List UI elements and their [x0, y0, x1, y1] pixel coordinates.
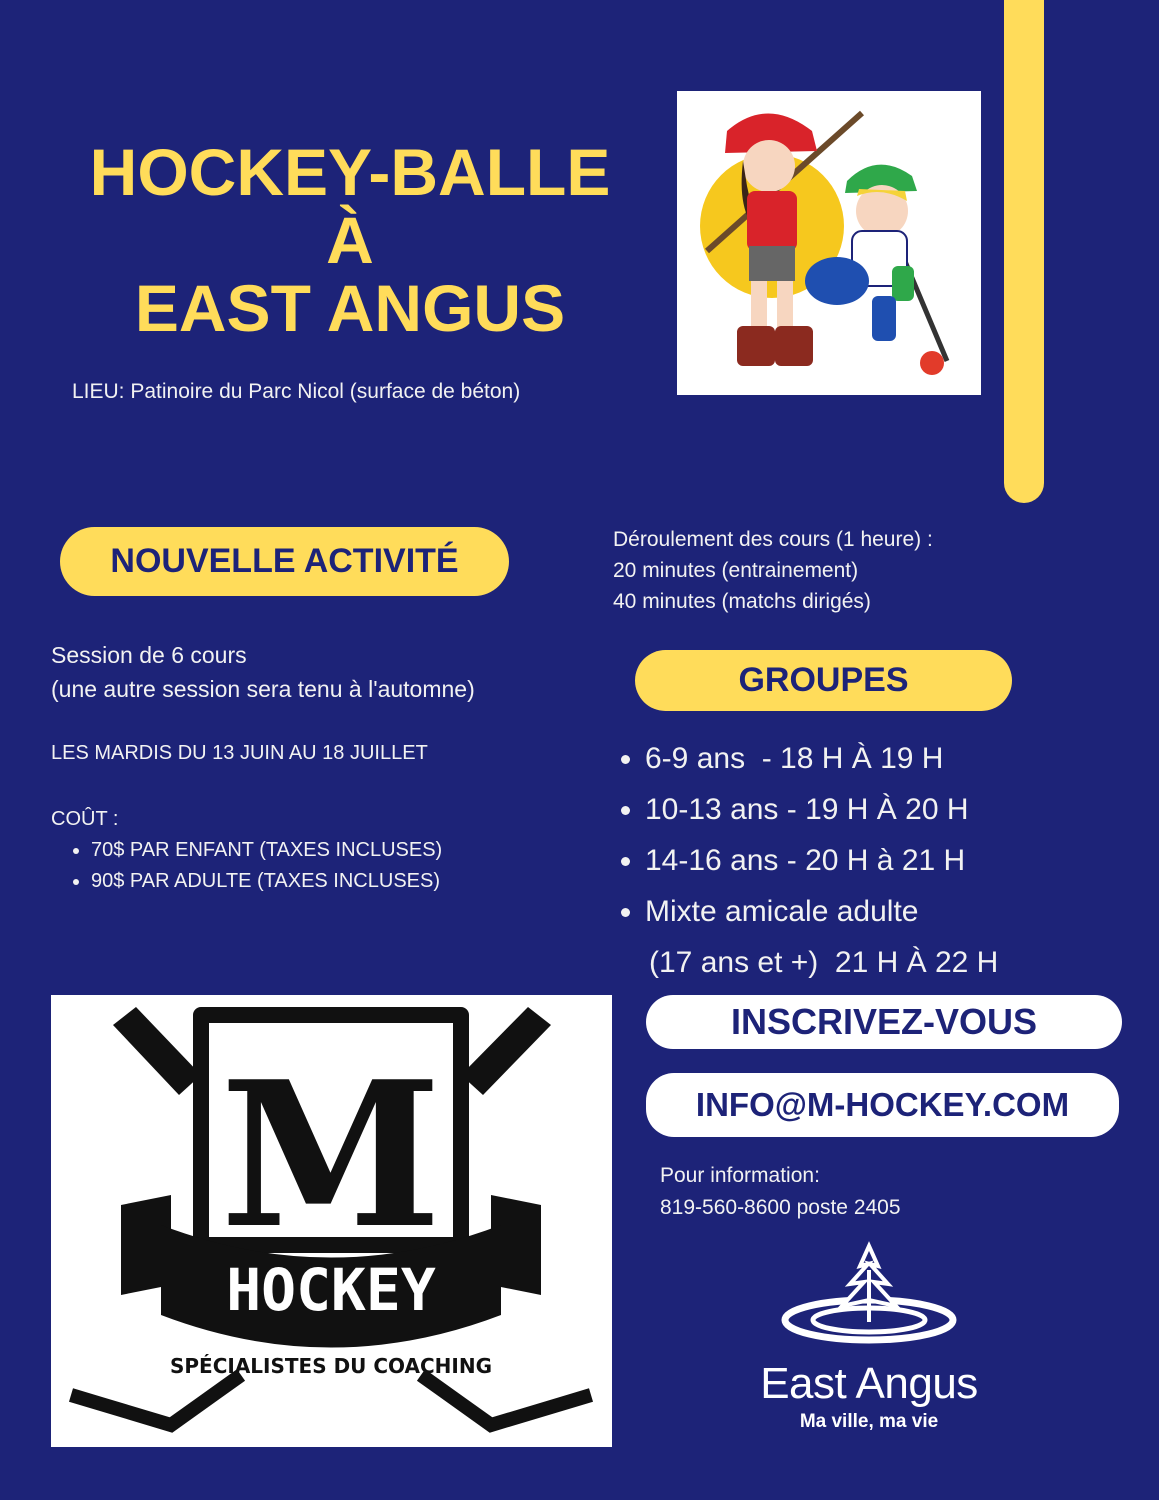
register-button[interactable]: INSCRIVEZ-VOUS: [646, 995, 1122, 1049]
m-hockey-logo: [51, 995, 612, 1447]
deroulement-line-3: 40 minutes (matchs dirigés): [613, 590, 871, 613]
groups-heading: GROUPES: [635, 650, 1012, 711]
cost-list: [51, 835, 442, 897]
new-activity-badge: NOUVELLE ACTIVITÉ: [60, 527, 509, 596]
info-line-1: Pour information:: [660, 1164, 820, 1187]
title-line-2: À: [326, 203, 374, 277]
cost-label: COÛT :: [51, 808, 119, 830]
cost-item-adult: • 90$ PAR ADULTE (TAXES INCLUSES): [91, 866, 442, 897]
session-line-1: Session de 6 cours: [51, 642, 247, 668]
session-text: [51, 638, 475, 706]
east-angus-logo: [738, 1240, 1000, 1455]
title-line-3: EAST ANGUS: [134, 271, 566, 345]
info-line-2: 819-560-8600 poste 2405: [660, 1196, 901, 1219]
title-line-1: HOCKEY-BALLE: [89, 135, 611, 209]
town-slogan: Ma ville, ma vie: [799, 1411, 939, 1432]
groups-list-section: [613, 733, 998, 988]
location-text: LIEU: Patinoire du Parc Nicol (surface de béton): [72, 380, 521, 403]
contact-info: [660, 1160, 901, 1224]
deroulement-line-2: 20 minutes (entrainement): [613, 559, 859, 582]
deroulement-line-1: Déroulement des cours (1 heure) :: [613, 528, 933, 551]
list-item: • 10-13 ans - 19 H À 20 H: [645, 784, 998, 835]
list-item: • 14-16 ans - 20 H à 21 H: [645, 835, 998, 886]
cost-item-child: • 70$ PAR ENFANT (TAXES INCLUSES): [91, 835, 442, 866]
adult-group-times: (17 ans et +) 21 H À 22 H: [649, 946, 999, 979]
leaf-drop-icon: [738, 1240, 1000, 1350]
town-name: East Angus: [760, 1359, 978, 1408]
coaching-tagline: SPÉCIALISTES DU COACHING: [169, 1354, 493, 1378]
yellow-accent-bar: [1004, 0, 1044, 503]
page-title: [40, 135, 660, 345]
list-item: • Mixte amicale adulte: [645, 886, 998, 937]
hockey-word: HOCKEY: [226, 1256, 436, 1324]
course-schedule-text: [613, 524, 933, 617]
session-line-2: (une autre session sera tenu à l'automne): [51, 676, 475, 702]
dates-text: LES MARDIS DU 13 JUIN AU 18 JUILLET: [51, 742, 428, 764]
groups-list: [613, 733, 998, 937]
cost-section: [51, 804, 442, 897]
m-letter: M: [220, 1038, 442, 1273]
kids-hockey-illustration: [677, 91, 981, 395]
email-link[interactable]: INFO@M-HOCKEY.COM: [646, 1073, 1119, 1137]
list-item: • 6-9 ans - 18 H À 19 H: [645, 733, 998, 784]
